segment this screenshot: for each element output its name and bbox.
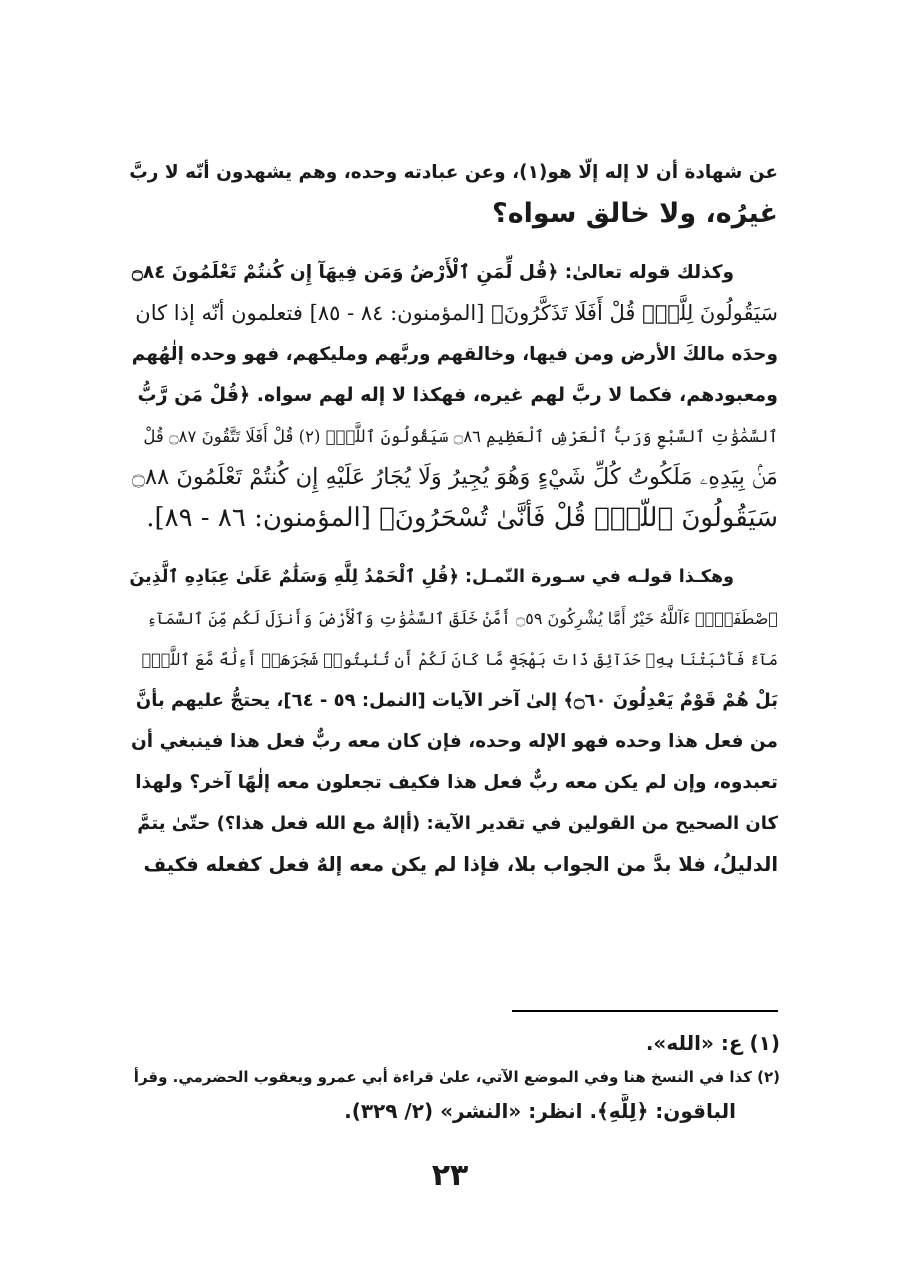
quran-line: مَنۢ بِيَدِهِۦ مَلَكُوتُ كُلِّ شَيْءٍ وَهُوَ يُجِيرُ وَلَا يُجَارُ عَلَيْهِ إِن كُنتُمْ تَعْلَمُونَ ۝٨٨	[131, 464, 778, 490]
text-line: ومعبودهم، فكما لا ربَّ لهم غيره، فهكذا لا إله لهم سواه. ﴿قُلْ مَن رَّبُّ	[137, 384, 778, 406]
text-line: غيرُه، ولا خالق سواه؟	[492, 198, 778, 229]
footnote-2-continued: الباقون: ﴿لِلَّهِ﴾. انظر: «النشر» (٢/ ٣٢٩).	[344, 1099, 736, 1123]
quran-line: سَيَقُولُونَ ٱللَّهُۚ قُلْ فَأَنَّىٰ تُسْحَرُونَ﴾ [المؤمنون: ٨٦ - ٨٩].	[146, 503, 778, 533]
text-line: الدليلُ، فلا بدَّ من الجواب بلا، فإذا لم يكن معه إلهٌ فعل كفعله فكيف	[143, 853, 778, 876]
footnote-2: (٢) كذا في النسخ هنا وفي الموضع الآتي، علىٰ قراءة أبي عمرو ويعقوب الحضرمي. وقرأ	[133, 1068, 780, 1086]
text-line: كان الصحيح من القولين في تقدير الآية: (أإلهٌ مع الله فعل هذا؟) حتّىٰ يتمَّ	[137, 813, 778, 834]
text-line: تعبدوه، وإن لم يكن معه ربٌّ فعل هذا فكيف تجعلون معه إلٰهًا آخر؟ ولهذا	[135, 772, 778, 793]
text-line: وحدَه مالكَ الأرض ومن فيها، وخالقهم وربَّهم ومليكهم، فهو وحده إلٰهُهم	[131, 344, 778, 365]
text-line: عن شهادة أن لا إله إلّا هو(١)، وعن عبادته وحده، وهم يشهدون أنّه لا ربَّ	[129, 162, 778, 183]
footnote-separator	[512, 1010, 778, 1012]
text-line: سَيَقُولُونَ لِلَّهِۚ قُلْ أَفَلَا تَذَكَّرُونَ﴾ [المؤمنون: ٨٤ - ٨٥] فتعلمون أنّه إذا كان	[135, 301, 778, 325]
footnotes	[128, 1026, 780, 1128]
page-number: ٢٣	[431, 1158, 469, 1193]
main-text	[128, 152, 778, 885]
quran-line: ٱلسَّمَٰوَٰتِ ٱلسَّبْعِ وَرَبُّ ٱلْعَرْشِ ٱلْعَظِيمِ ۝٨٦ سَيَقُولُونَ ٱللَّهُۚ (٢) قُلْ أَفَلَا تَتَّقُونَ ۝٨٧ قُلْ	[143, 427, 778, 446]
quran-line: ٱصْطَفَىٰٓۗ ءَآللَّهُ خَيْرٌ أَمَّا يُشْرِكُونَ ۝٥٩ أَمَّنْ خَلَقَ ٱلسَّمَٰوَٰتِ وَٱلْأَرْضَ وَأَنزَلَ لَكُم مِّنَ ٱلسَّمَآءِ	[147, 609, 778, 628]
text-line: وكذلك قوله تعالىٰ: ﴿قُل لِّمَنِ ٱلْأَرْضُ وَمَن فِيهَآ إِن كُنتُمْ تَعْلَمُونَ ۝٨٤	[132, 262, 734, 283]
text-line: بَلْ هُمْ قَوْمٌ يَعْدِلُونَ ۝٦٠﴾ إلىٰ آخر الآيات [النمل: ٥٩ - ٦٤]، يحتجُّ عليهم بأنَّ	[135, 690, 778, 711]
text-line: وهكـذا قولـه في سـورة النّمـل: ﴿قُلِ ٱلْحَمْدُ لِلَّهِ وَسَلَٰمٌ عَلَىٰ عِبَادِهِ ٱلَّذِينَ	[129, 567, 734, 587]
quran-line: مَآءً فَأَنۢبَتْنَا بِهِۦ حَدَآئِقَ ذَاتَ بَهْجَةٍ مَّا كَانَ لَكُمْ أَن تُنۢبِتُوا۟ شَجَرَهَآۗ أَءِلَٰهٌ مَّعَ ٱللَّهِۚ	[141, 650, 778, 669]
text-line: من فعل هذا وحده فهو الإله وحده، فإن كان معه ربٌّ فعل هذا فينبغي أن	[131, 731, 778, 752]
footnote-1: (١) ع: «الله».	[645, 1031, 780, 1055]
